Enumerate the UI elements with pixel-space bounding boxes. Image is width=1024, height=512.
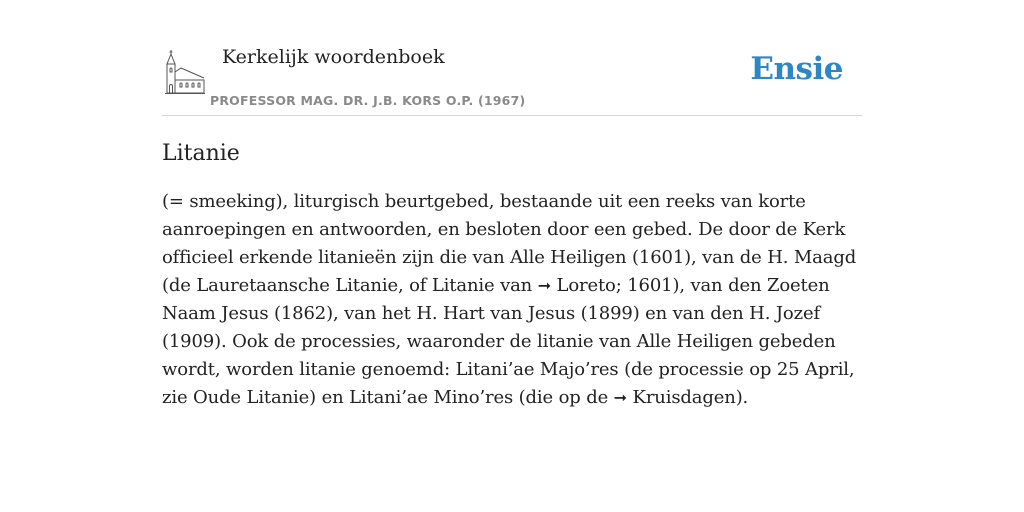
xref-link-loreto[interactable] xyxy=(538,275,616,296)
xref-label: Kruisdagen xyxy=(632,387,736,408)
page xyxy=(162,0,862,412)
arrow-right-icon: ➞ xyxy=(537,276,551,295)
book-title[interactable]: Kerkelijk woordenboek xyxy=(222,46,445,68)
entry-title: Litanie xyxy=(162,141,240,166)
entry-body xyxy=(162,188,862,412)
entry-text: ). xyxy=(735,387,749,408)
xref-label: Loreto xyxy=(556,275,616,296)
author-credit: PROFESSOR MAG. DR. J.B. KORS O.P. (1967) xyxy=(210,93,526,108)
xref-link-kruisdagen[interactable] xyxy=(614,387,736,408)
church-icon xyxy=(165,50,205,94)
entry-text: (= smeeking), liturgisch beurtgebed, bestaande uit een reeks van korte aanroepingen en antwoorden, en besloten door een gebed. De door de Kerk officieel erkende litanieën zijn die van Alle Heiligen (1601), van de H. Maagd (de Lauretaansche Litanie, of Litanie van xyxy=(162,191,857,296)
ensie-logo-link[interactable]: Ensie xyxy=(750,51,843,87)
entry-text: ; 1601), van den Zoeten Naam Jesus (1862), van het H. Hart van Jesus (1899) en van den H. Jozef (1909). Ook de processies, waaronder de litanie van Alle Heiligen gebeden wordt, worden litanie genoemd: Litani’ae Majo’res (de processie op 25 April, zie Oude Litanie) en Litani’ae Mino’res (die op de xyxy=(162,275,855,408)
arrow-right-icon: ➞ xyxy=(613,388,627,407)
header xyxy=(162,46,862,116)
